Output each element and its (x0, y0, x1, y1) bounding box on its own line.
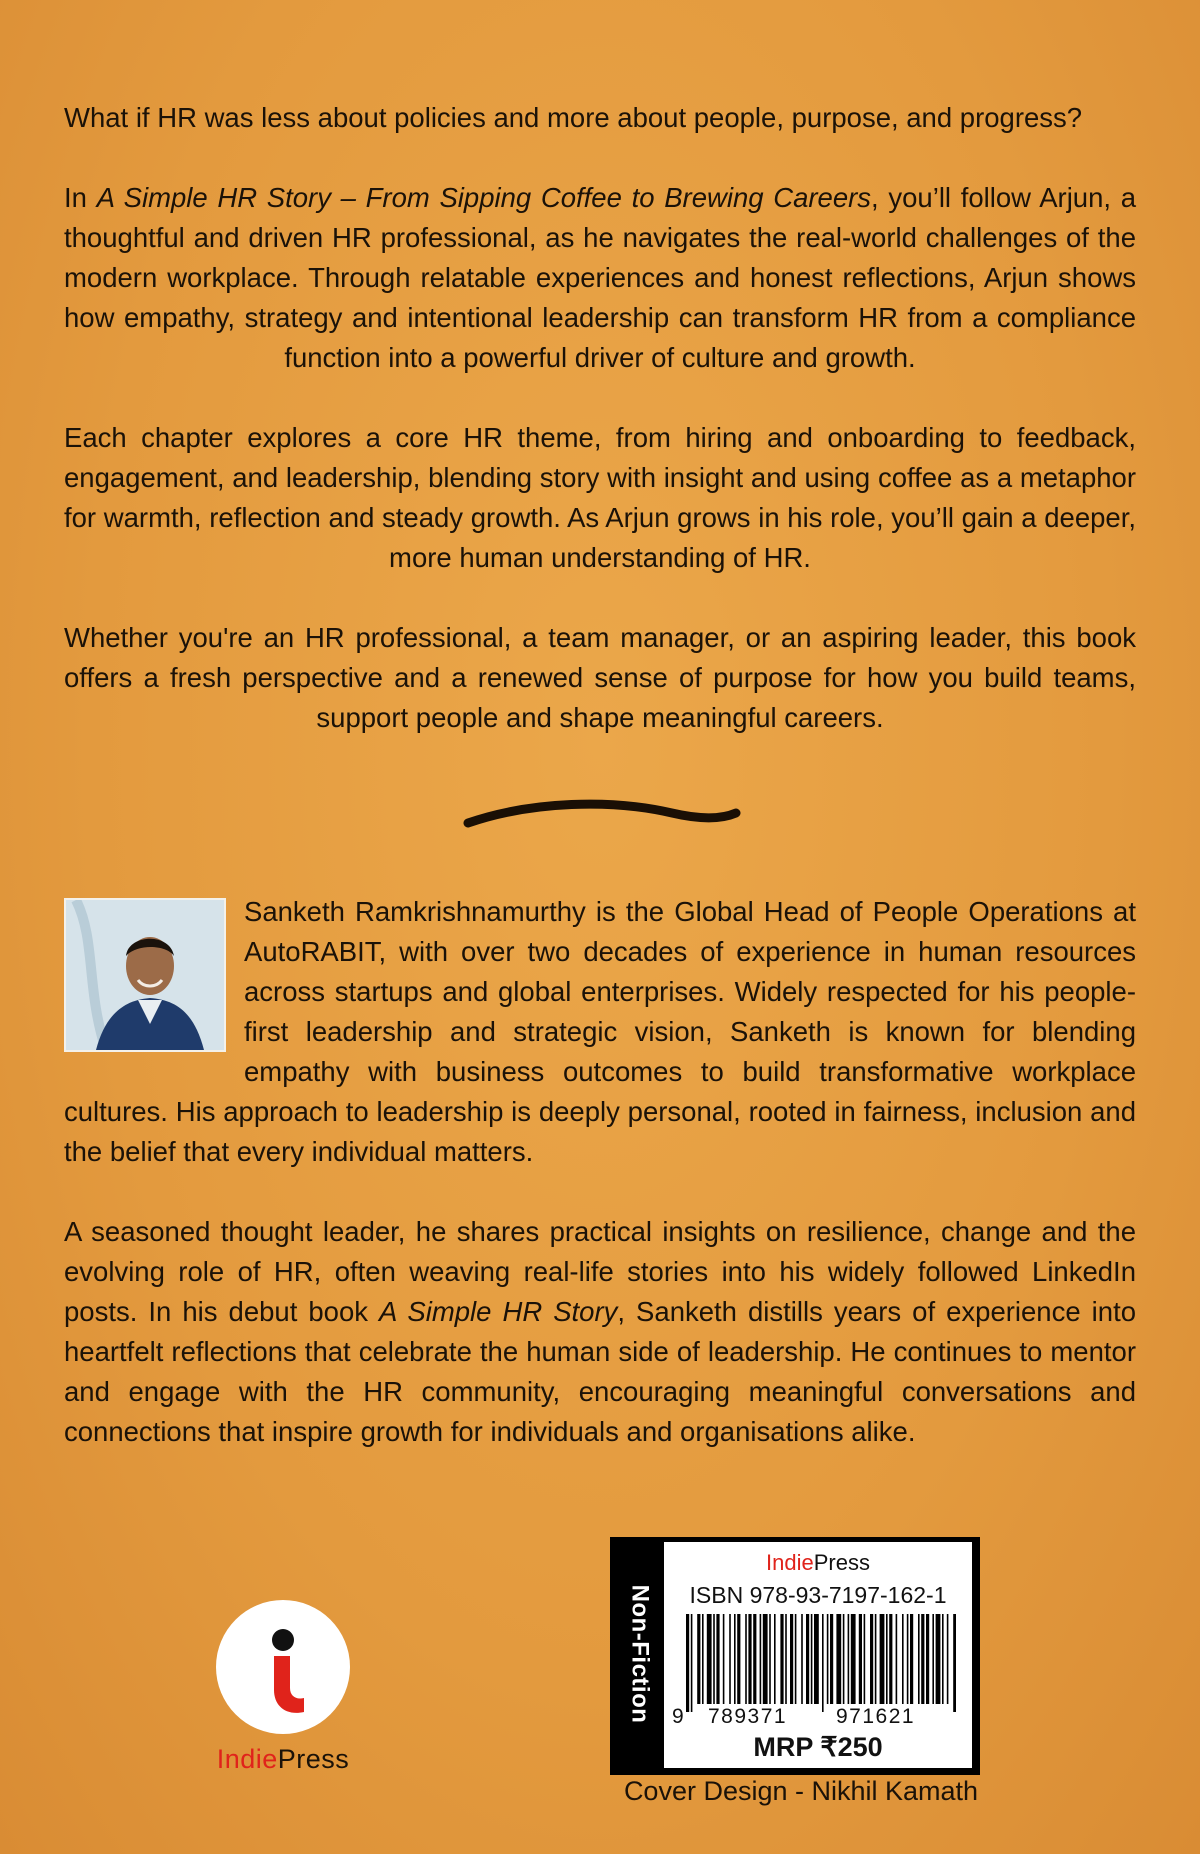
barcode-bar (889, 1614, 892, 1704)
barcode-bar (926, 1614, 929, 1704)
barcode-bar (864, 1614, 866, 1704)
barcode-bar (769, 1614, 771, 1704)
blurb-story-text: , you’ll follow Arjun, a thoughtful and driven HR professional, as he navigates the real-world challenges of the modern workplace. Through relatable experiences and honest reflections, Arjun shows how empathy, strategy and intentional leadership can transform HR from a compliance function into a powerful driver of culture and growth. (64, 182, 1137, 373)
barcode-bar (907, 1614, 909, 1704)
barcode-bar (763, 1614, 768, 1704)
barcode-bar (697, 1614, 700, 1704)
barcode-bar (748, 1614, 751, 1704)
barcode-bar (686, 1614, 689, 1712)
barcode-bar (753, 1614, 756, 1704)
barcode-bar (713, 1614, 715, 1704)
publisher-logo (213, 1600, 353, 1780)
barcode-bar (843, 1614, 845, 1704)
author-photo (64, 898, 226, 1052)
author-bio (64, 892, 1136, 1492)
barcode-bar (723, 1614, 725, 1704)
publisher-name-part2: Press (277, 1744, 350, 1774)
barcode-bars (686, 1614, 956, 1712)
barcode-bar (734, 1614, 736, 1704)
barcode-digit-group2: 971621 (836, 1705, 916, 1728)
price-mrp: MRP ₹250 (753, 1732, 883, 1762)
barcode-bar (918, 1614, 920, 1704)
barcode-bar (691, 1614, 693, 1712)
barcode-bar (760, 1614, 762, 1704)
barcode-bar (814, 1614, 819, 1704)
barcode-block (610, 1537, 980, 1775)
barcode-publisher: IndiePress (766, 1550, 870, 1575)
blurb-paragraph-audience: Whether you're an HR professional, a team manager, or an aspiring leader, this book offers a fresh perspective and a renewed sense of purpose for how you build teams, support people and shape meaningful careers. (64, 622, 1136, 733)
barcode-bar (737, 1614, 740, 1704)
barcode-bar (859, 1614, 862, 1704)
barcode-bar (822, 1614, 824, 1712)
barcode-bar (880, 1614, 885, 1704)
barcode-bar (870, 1614, 873, 1704)
barcode-bar (774, 1614, 776, 1704)
publisher-logo-icon (216, 1600, 350, 1734)
barcode-bar (896, 1614, 898, 1704)
barcode-bar (801, 1614, 803, 1704)
book-blurb (64, 98, 1136, 778)
barcode-bar (851, 1614, 856, 1704)
blurb-opening: What if HR was less about policies and more about people, purpose, and progress? (64, 102, 1083, 133)
barcode-bar (780, 1614, 783, 1704)
barcode-bar (921, 1614, 924, 1704)
barcode-bar (745, 1614, 747, 1704)
barcode-digit-group1: 789371 (708, 1705, 788, 1728)
isbn-number: ISBN 978-93-7197-162-1 (689, 1582, 947, 1608)
barcode-bar (886, 1614, 888, 1704)
barcode-bar (729, 1614, 731, 1704)
barcode-bar (785, 1614, 787, 1704)
blurb-paragraph-chapters: Each chapter explores a core HR theme, from hiring and onboarding to feedback, engagement, and leadership, blending story with insight and using coffee as a metaphor for warmth, reflection and steady growth. As Arjun grows in his role, you’ll gain a deeper, more human understanding of HR. (64, 422, 1136, 573)
barcode-bar (806, 1614, 809, 1704)
barcode-bar (936, 1614, 941, 1704)
blurb-prefix: In (64, 182, 97, 213)
book-title-italic: A Simple HR Story – From Sipping Coffee to Brewing Careers (96, 182, 872, 213)
blurb-paragraph-story (64, 178, 1136, 378)
barcode-bar (716, 1614, 719, 1704)
barcode-bar (953, 1614, 956, 1712)
barcode-digit-lead: 9 (672, 1705, 684, 1728)
divider-swoosh (462, 795, 742, 835)
barcode-bar (811, 1614, 813, 1704)
barcode-bar (830, 1614, 833, 1704)
publisher-name (213, 1744, 353, 1775)
author-bio-rest: , Sanketh distills years of experience into heartfelt reflections that celebrate the human side of leadership. He continues to mentor and engage with the HR community, encouraging meaningful conversations and connections that inspire growth for individuals and organisations alike. (64, 1296, 1136, 1447)
barcode-bar (932, 1614, 934, 1704)
barcode-panel (664, 1542, 972, 1768)
barcode-bar (910, 1614, 913, 1704)
barcode-bar (875, 1614, 877, 1704)
author-bio-paragraph-2 (64, 1212, 1136, 1452)
barcode-bar (702, 1614, 704, 1704)
genre-label: Non-Fiction (626, 1584, 653, 1724)
publisher-name-part1: Indie (216, 1744, 278, 1774)
barcode-bar (848, 1614, 850, 1704)
barcode-bar (827, 1614, 829, 1704)
barcode-bar (942, 1614, 944, 1704)
author-bio-paragraph-1: Sanketh Ramkrishnamurthy is the Global Head of People Operations at AutoRABIT, with over two decades of experience in human resources across startups and global enterprises. Widely respected for his people-first leadership and strategic vision, Sanketh is known for blending empathy with business outcomes to build transformative workplace cultures. His approach to leadership is deeply personal, rooted in fairness, inclusion and the belief that every individual matters. (64, 896, 1136, 1167)
barcode-bar (947, 1614, 949, 1704)
book-title-italic-short: A Simple HR Story (379, 1296, 618, 1327)
barcode-bar (836, 1614, 841, 1704)
barcode-bar (795, 1614, 797, 1704)
cover-design-credit: Cover Design - Nikhil Kamath (623, 1776, 979, 1806)
barcode-bar (790, 1614, 793, 1704)
author-bio-prefix: A seasoned thought leader, he shares practical insights on resilience, change and the evolving role of HR, often weaving real-life stories into his widely followed LinkedIn posts. In his debut book (64, 1216, 1136, 1327)
barcode-bar (902, 1614, 904, 1704)
barcode-bar (707, 1614, 712, 1704)
